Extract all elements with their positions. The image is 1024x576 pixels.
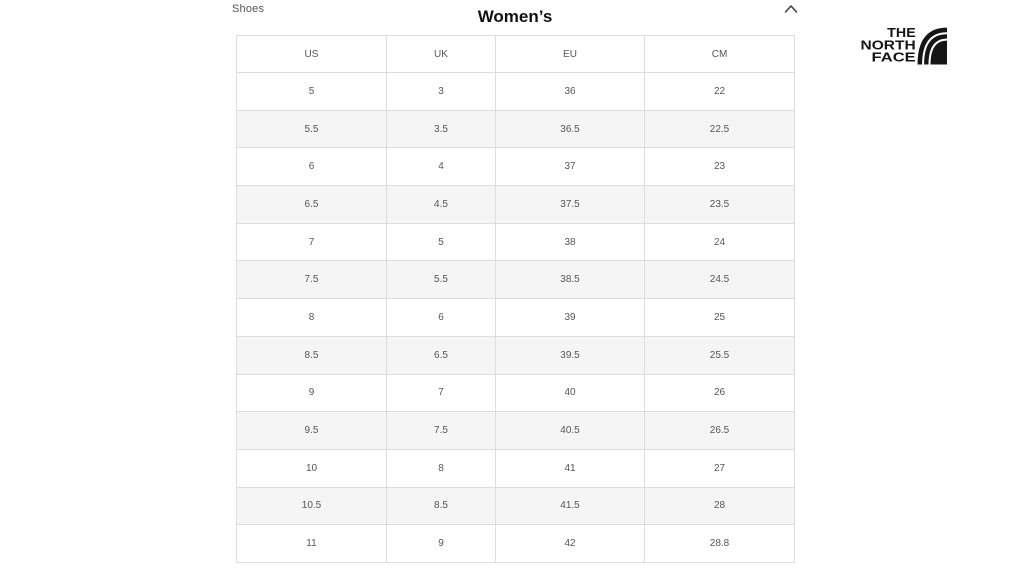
- size-chart-table: [236, 35, 795, 563]
- size-cell: 25: [645, 299, 795, 337]
- size-cell: 8.5: [387, 487, 496, 525]
- size-cell: 7.5: [387, 412, 496, 450]
- size-cell: 9.5: [237, 412, 387, 450]
- table-row: [237, 412, 795, 450]
- size-cell: 6.5: [387, 336, 496, 374]
- table-header-row: [237, 36, 795, 73]
- size-cell: 40: [496, 374, 645, 412]
- size-cell: 4: [387, 148, 496, 186]
- table-row: [237, 525, 795, 563]
- size-cell: 3.5: [387, 110, 496, 148]
- size-cell: 5: [387, 223, 496, 261]
- size-cell: 40.5: [496, 412, 645, 450]
- size-cell: 25.5: [645, 336, 795, 374]
- table-row: [237, 110, 795, 148]
- size-cell: 42: [496, 525, 645, 563]
- size-cell: 5: [237, 73, 387, 111]
- size-cell: 36: [496, 73, 645, 111]
- size-cell: 7.5: [237, 261, 387, 299]
- size-cell: 23: [645, 148, 795, 186]
- size-cell: 8: [237, 299, 387, 337]
- size-cell: 41.5: [496, 487, 645, 525]
- size-cell: 39.5: [496, 336, 645, 374]
- logo-line-face: FACE: [871, 49, 917, 65]
- column-header-eu: EU: [496, 36, 645, 73]
- table-row: [237, 487, 795, 525]
- the-north-face-logo: [854, 24, 948, 70]
- page-title: Women’s: [477, 7, 553, 26]
- size-cell: 41: [496, 449, 645, 487]
- size-cell: 24: [645, 223, 795, 261]
- size-cell: 9: [387, 525, 496, 563]
- table-row: [237, 449, 795, 487]
- size-cell: 10.5: [237, 487, 387, 525]
- table-row: [237, 73, 795, 111]
- size-table-body: [237, 73, 795, 563]
- size-cell: 37.5: [496, 186, 645, 224]
- table-row: [237, 336, 795, 374]
- size-cell: 28.8: [645, 525, 795, 563]
- size-cell: 6: [237, 148, 387, 186]
- collapse-section-button[interactable]: [782, 1, 800, 17]
- size-cell: 27: [645, 449, 795, 487]
- table-row: [237, 261, 795, 299]
- size-cell: 26.5: [645, 412, 795, 450]
- size-cell: 38: [496, 223, 645, 261]
- size-cell: 36.5: [496, 110, 645, 148]
- size-cell: 7: [237, 223, 387, 261]
- size-cell: 11: [237, 525, 387, 563]
- size-cell: 7: [387, 374, 496, 412]
- table-row: [237, 148, 795, 186]
- size-cell: 22: [645, 73, 795, 111]
- size-cell: 38.5: [496, 261, 645, 299]
- half-dome-logo-graphic: [854, 24, 948, 70]
- table-row: [237, 223, 795, 261]
- size-cell: 24.5: [645, 261, 795, 299]
- size-cell: 8: [387, 449, 496, 487]
- half-dome-icon: [918, 28, 947, 65]
- size-cell: 5.5: [387, 261, 496, 299]
- size-cell: 37: [496, 148, 645, 186]
- size-cell: 3: [387, 73, 496, 111]
- size-cell: 22.5: [645, 110, 795, 148]
- size-cell: 4.5: [387, 186, 496, 224]
- size-cell: 9: [237, 374, 387, 412]
- size-cell: 5.5: [237, 110, 387, 148]
- logo-line-the: THE: [887, 24, 917, 40]
- column-header-uk: UK: [387, 36, 496, 73]
- logo-line-north: NORTH: [860, 37, 916, 53]
- column-header-us: US: [237, 36, 387, 73]
- table-row: [237, 299, 795, 337]
- section-label-shoes: Shoes: [232, 3, 265, 15]
- chevron-up-icon: [784, 4, 798, 14]
- size-cell: 26: [645, 374, 795, 412]
- size-cell: 6: [387, 299, 496, 337]
- size-cell: 28: [645, 487, 795, 525]
- size-cell: 39: [496, 299, 645, 337]
- column-header-cm: CM: [645, 36, 795, 73]
- size-cell: 10: [237, 449, 387, 487]
- size-cell: 6.5: [237, 186, 387, 224]
- size-cell: 8.5: [237, 336, 387, 374]
- table-row: [237, 186, 795, 224]
- table-row: [237, 374, 795, 412]
- size-cell: 23.5: [645, 186, 795, 224]
